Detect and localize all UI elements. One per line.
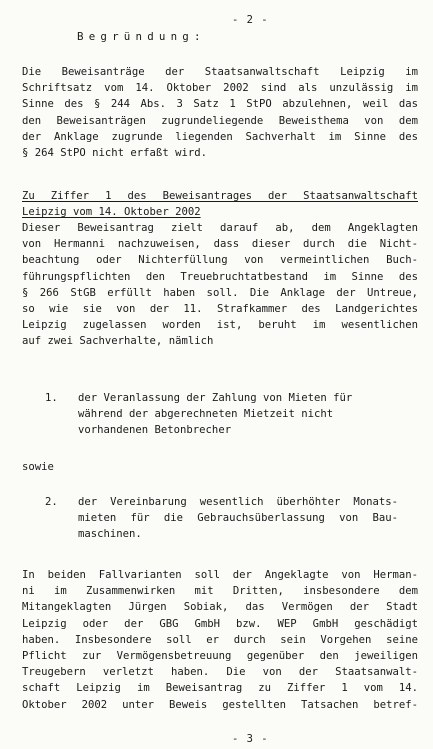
text-line: während der abgerechneten Mietzeit nicht — [78, 408, 334, 421]
text-line: der Anklage zugrunde liegenden Sachverhalt im Sinne des — [22, 130, 418, 143]
text-line: ni im Zusammenwirken mit Dritten, insbesondere dem — [22, 585, 418, 598]
text-line: maschinen. — [78, 528, 142, 541]
text-line: Leipzig oder der GBG GmbH bzw. WEP GmbH geschädigt — [22, 617, 418, 630]
text-line: Mitangeklagten Jürgen Sobiak, das Vermögen der Stadt — [22, 601, 418, 614]
section-heading-line: Zu Ziffer 1 des Beweisantrages der Staatsanwaltschaft — [22, 190, 418, 202]
heading-begruendung: Begründung: — [77, 30, 206, 43]
text-line: der Vereinbarung wesentlich überhöhter Monats- — [78, 496, 398, 508]
text-line: Oktober 2002 unter Beweis gestellten Tatsachen betref- — [22, 698, 418, 711]
list-number-1: 1. — [45, 392, 58, 404]
list-item-2 — [78, 494, 398, 543]
text-line: Die Beweisanträge der Staatsanwaltschaft Leipzig im — [22, 66, 418, 78]
text-line: Dieser Beweisantrag zielt darauf ab, dem Angeklagten — [22, 222, 418, 234]
sowie-text — [22, 459, 418, 475]
text-line: sowie — [22, 461, 54, 473]
text-line: mieten für die Gebrauchsüberlassung von Bau- — [78, 512, 398, 525]
section-heading — [22, 188, 418, 220]
list-number-2: 2. — [45, 496, 58, 508]
paragraph-1 — [22, 64, 418, 161]
page-number-bottom: - 3 - — [232, 733, 269, 745]
text-line: Treugebern verletzt haben. Die von der Staatsanwalt- — [22, 666, 418, 679]
text-line: führungspflichten den Treuebruchtatbestand im Sinne des — [22, 270, 418, 283]
text-line: haben. Insbesondere soll er durch sein Vorgehen seine — [22, 633, 418, 646]
text-line: Leipzig zugelassen worden ist, beruht im wesentlichen — [22, 319, 418, 332]
text-line: so wie sie von der 11. Strafkammer des Landgerichtes — [22, 303, 418, 316]
text-line: beachtung oder Nichterfüllung von vermeintlichen Buch- — [22, 254, 418, 267]
text-line: der Veranlassung der Zahlung von Mieten für — [78, 392, 353, 404]
text-line: In beiden Fallvarianten soll der Angeklagte von Herman- — [22, 569, 418, 581]
text-line: den Beweisanträgen zugrundeliegende Beweisthema von dem — [22, 114, 418, 127]
paragraph-3 — [22, 567, 418, 713]
text-line: von Hermanni nachzuweisen, dass dieser durch die Nicht- — [22, 238, 418, 251]
text-line: Sinne des § 244 Abs. 3 Satz 1 StPO abzulehnen, weil das — [22, 98, 418, 111]
list-item-1 — [78, 390, 398, 439]
text-line: § 266 StGB erfüllt haben soll. Die Anklage der Untreue, — [22, 286, 418, 299]
text-line: Pflicht zur Vermögensbetreuung gegenüber den jeweiligen — [22, 650, 418, 663]
text-line: vorhandenen Betonbrecher — [78, 424, 232, 437]
page-number-top: - 2 - — [232, 14, 269, 26]
paragraph-2 — [22, 220, 418, 350]
text-line: schaft Leipzig im Beweisantrag zu Ziffer 1 vom 14. — [22, 682, 418, 695]
text-line: Schriftsatz vom 14. Oktober 2002 sind als unzulässig im — [22, 82, 418, 95]
section-heading-line: Leipzig vom 14. Oktober 2002 — [22, 206, 201, 219]
text-line: § 264 StPO nicht erfaßt wird. — [22, 147, 207, 160]
text-line: auf zwei Sachverhalte, nämlich — [22, 335, 214, 348]
